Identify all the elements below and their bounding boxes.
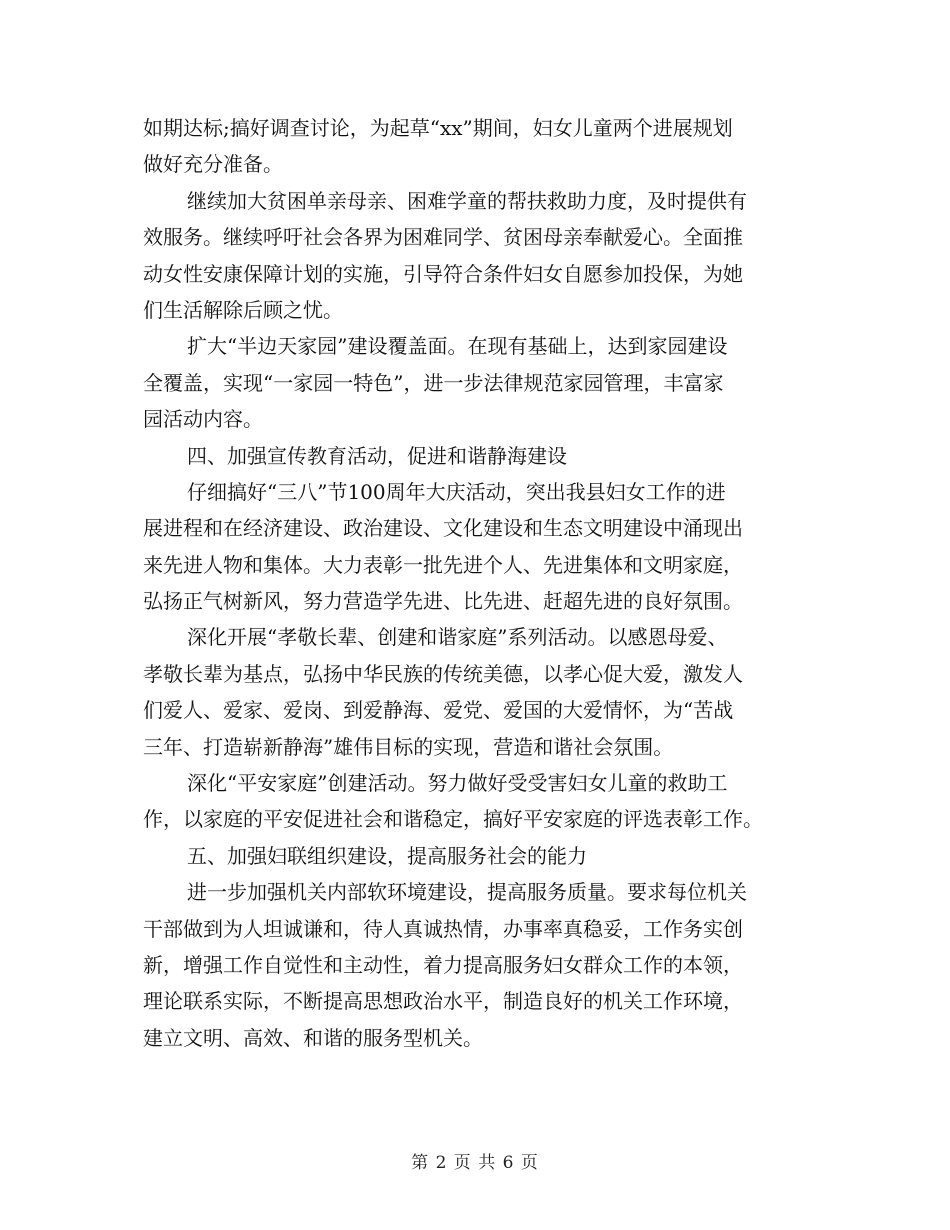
text-line: 扩大“半边天家园”建设覆盖面。在现有基础上，达到家园建设 — [187, 334, 728, 359]
text-line: 来先进人物和集体。大力表彰一批先进个人、先进集体和文明家庭， — [143, 552, 743, 577]
text-line: 干部做到为人坦诚谦和，待人真诚热情，办事率真稳妥，工作务实创 — [143, 916, 743, 941]
text-line: 展进程和在经济建设、政治建设、文化建设和生态文明建设中涌现出 — [143, 516, 743, 541]
text-line: 五、加强妇联组织建设，提高服务社会的能力 — [187, 843, 587, 868]
text-line: 建立文明、高效、和谐的服务型机关。 — [143, 1025, 483, 1050]
page-footer: 第 2 页 共 6 页 — [411, 1153, 539, 1173]
text-line: 做好充分准备。 — [143, 152, 283, 177]
text-line: 全覆盖，实现“一家园一特色”，进一步法律规范家园管理，丰富家 — [143, 370, 724, 395]
text-line: 仔细搞好“三八”节100周年大庆活动，突出我县妇女工作的进 — [187, 479, 726, 504]
text-line: 进一步加强机关内部软环境建设，提高服务质量。要求每位机关 — [187, 880, 747, 905]
document-body — [143, 110, 808, 1056]
text-line: 新，增强工作自觉性和主动性，着力提高服务妇女群众工作的本领， — [143, 952, 743, 977]
text-line: 效服务。继续呼吁社会各界为困难同学、贫困母亲奉献爱心。全面推 — [143, 225, 743, 250]
text-line: 作，以家庭的平安促进社会和谐稳定，搞好平安家庭的评选表彰工作。 — [143, 807, 763, 832]
text-line: 深化“平安家庭”创建活动。努力做好受受害妇女儿童的救助工 — [187, 771, 728, 796]
text-line: 深化开展“孝敬长辈、创建和谐家庭”系列活动。以感恩母爱、 — [187, 625, 728, 650]
text-line: 弘扬正气树新风，努力营造学先进、比先进、赶超先进的良好氛围。 — [143, 589, 743, 614]
text-line: 动女性安康保障计划的实施，引导符合条件妇女自愿参加投保，为她 — [143, 261, 743, 286]
text-line: 三年、打造崭新静海”雄伟目标的实现，营造和谐社会氛围。 — [143, 734, 674, 759]
text-line: 继续加大贫困单亲母亲、困难学童的帮扶救助力度，及时提供有 — [187, 188, 747, 213]
text-line: 四、加强宣传教育活动，促进和谐静海建设 — [187, 443, 567, 468]
text-line: 孝敬长辈为基点，弘扬中华民族的传统美德，以孝心促大爱，激发人 — [143, 661, 743, 686]
text-line: 园活动内容。 — [143, 407, 263, 432]
text-line: 们爱人、爱家、爱岗、到爱静海、爱党、爱国的大爱情怀，为“苦战 — [143, 698, 734, 723]
text-line: 们生活解除后顾之忧。 — [143, 297, 343, 322]
text-line: 如期达标;搞好调查讨论，为起草“xx”期间，妇女儿童两个进展规划 — [143, 116, 733, 140]
text-line: 理论联系实际，不断提高思想政治水平，制造良好的机关工作环境， — [143, 989, 743, 1014]
